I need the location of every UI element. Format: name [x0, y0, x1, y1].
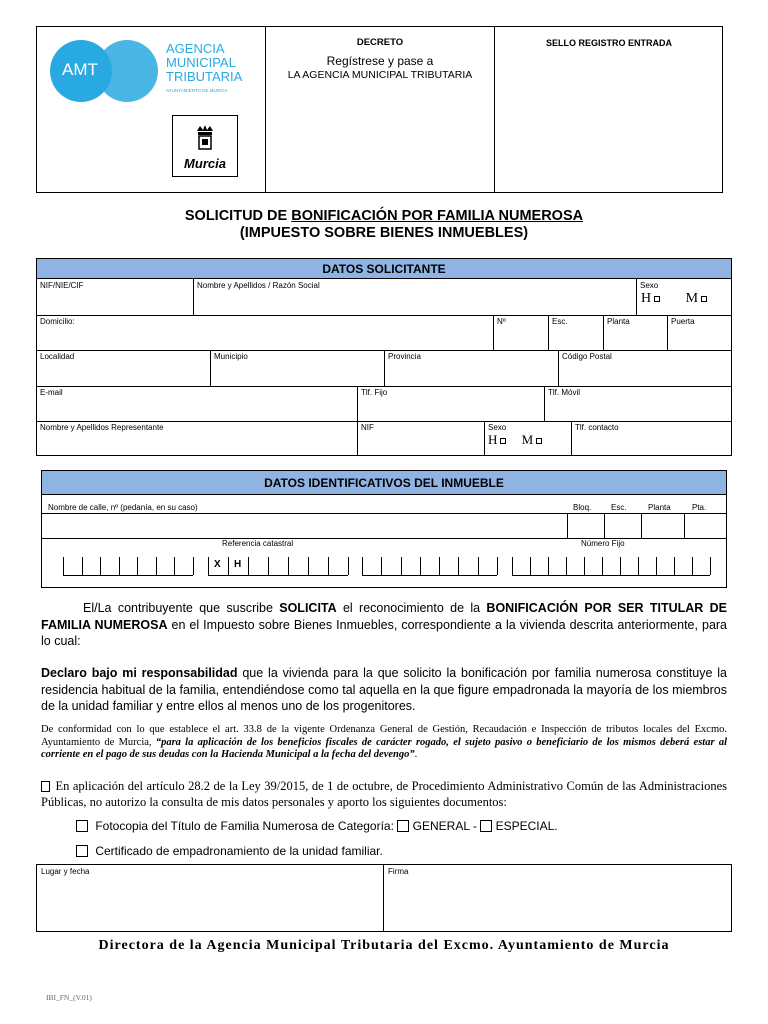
logo-sub: AYUNTAMIENTO DE MURCIA: [166, 88, 228, 93]
directora-line: Directora de la Agencia Municipal Tributaria del Excmo. Ayuntamiento de Murcia: [98, 938, 670, 953]
firma-field[interactable]: Firma: [388, 867, 409, 876]
domicilio-field[interactable]: Domicilio:: [40, 317, 75, 326]
general-checkbox[interactable]: [397, 820, 409, 832]
signature-divider: [383, 864, 384, 932]
ref-cell-tick: [348, 557, 349, 575]
header-divider-2: [494, 26, 495, 193]
ref-cell-tick: [119, 557, 120, 575]
ref-h: H: [234, 559, 242, 570]
ref-cell-tick: [248, 557, 249, 575]
sol-r1-div1: [193, 279, 194, 315]
ref-x: X: [214, 559, 221, 570]
general-label: GENERAL: [412, 819, 470, 833]
ref-cell-tick: [193, 557, 194, 575]
p1-a: El/La contribuyente que suscribe: [83, 601, 280, 615]
header-divider-1: [265, 26, 266, 193]
localidad-field[interactable]: Localidad: [40, 352, 75, 361]
p1-d: BONIFICACIÓN POR SER TITULAR DE FAMILIA NUMEROSA: [41, 601, 727, 632]
sexo-h-label: H: [641, 291, 652, 306]
sexo-rep-m-label: M: [521, 432, 534, 447]
p1-c: el reconocimiento de la: [336, 601, 487, 615]
amt-logo: [50, 36, 260, 106]
dash-label: -: [472, 819, 477, 833]
especial-label: ESPECIAL.: [495, 819, 558, 833]
sexo-m-label: M: [685, 291, 699, 306]
p3-a: De conformidad con lo que establece el art. 33.8 de la vigente Ordenanza General de Gestión, Recaudación e Inspección de tributos locales del Excmo. Ayuntamiento de Murcia,: [41, 724, 727, 748]
ref-cell-tick: [401, 557, 402, 575]
sexo-options: [641, 291, 707, 307]
ref-cell-tick: [208, 557, 209, 575]
lugar-fecha-field[interactable]: Lugar y fecha: [41, 867, 90, 876]
ref-catastral-label: Referencia catastral: [222, 539, 294, 548]
sol-r5-div3: [571, 421, 572, 456]
signature-box: [36, 864, 732, 932]
ref-cell-tick: [100, 557, 101, 575]
ref-cell-tick: [512, 557, 513, 575]
ref-cell-tick: [602, 557, 603, 575]
ref-cell-tick: [458, 557, 459, 575]
no-autorizo-checkbox[interactable]: [41, 781, 50, 792]
sexo-m-checkbox[interactable]: [701, 296, 707, 302]
ref-cell-tick: [420, 557, 421, 575]
logo-line-2: MUNICIPAL: [166, 55, 236, 70]
ref-cell-tick: [362, 557, 363, 575]
ref-cell-tick: [497, 557, 498, 575]
doc-titulo-checkbox[interactable]: [76, 820, 88, 832]
ref-cell-tick: [620, 557, 621, 575]
doc-certificado-label: Certificado de empadronamiento de la unidad familiar.: [95, 844, 383, 858]
decreto-line-1: Regístrese y pase a: [326, 54, 434, 68]
p3-c: .: [414, 749, 418, 760]
decreto-title: DECRETO: [356, 37, 404, 48]
tlf-movil-field[interactable]: Tlf. Móvil: [548, 388, 580, 397]
provincia-field[interactable]: Provincia: [388, 352, 421, 361]
ref-cell-tick: [710, 557, 711, 575]
ref-cell-tick: [268, 557, 269, 575]
sol-r4-div1: [357, 386, 358, 421]
ref-cell-tick: [174, 557, 175, 575]
sexo-rep-h-checkbox[interactable]: [500, 438, 506, 444]
sexo-label: Sexo: [640, 281, 659, 290]
ref-cell-tick: [439, 557, 440, 575]
sol-r2-div2: [548, 315, 549, 350]
sol-row-1-line: [36, 315, 732, 316]
p1-b: SOLICITA: [279, 601, 337, 615]
sol-r1-div2: [636, 279, 637, 315]
sol-r2-div1: [493, 315, 494, 350]
inm-div2: [604, 513, 605, 538]
title-underlined: BONIFICACIÓN POR FAMILIA NUMEROSA: [291, 208, 584, 224]
doc-titulo-label: Fotocopia del Título de Familia Numerosa de Categoría:: [95, 819, 394, 833]
tlf-contacto-field[interactable]: Tlf. contacto: [575, 423, 619, 432]
nif-representante-field[interactable]: NIF: [361, 423, 374, 432]
planta-label-inm: Planta: [648, 503, 671, 512]
sol-row-4-line: [36, 421, 732, 422]
codigo-postal-field[interactable]: Código Postal: [562, 352, 612, 361]
ref-cell-tick: [656, 557, 657, 575]
inmueble-heading: DATOS IDENTIFICATIVOS DEL INMUEBLE: [41, 470, 727, 495]
sol-r5-div1: [357, 421, 358, 456]
calle-label: Nombre de calle, nº (pedanía, en su caso): [48, 503, 198, 512]
murcia-label: Murcia: [184, 156, 226, 171]
sol-r3-div2: [384, 350, 385, 386]
pta-label: Pta.: [692, 503, 707, 512]
solicitante-heading: DATOS SOLICITANTE: [36, 258, 732, 279]
inm-div4: [684, 513, 685, 538]
sexo-rep-m-checkbox[interactable]: [536, 438, 542, 444]
sol-row-3-line: [36, 386, 732, 387]
ref-cell-tick: [63, 557, 64, 575]
ref-cell-tick: [548, 557, 549, 575]
ref-cell-tick: [328, 557, 329, 575]
form-subtitle: (IMPUESTO SOBRE BIENES INMUEBLES): [239, 225, 529, 241]
murcia-crest: [172, 115, 238, 177]
ref-cell-tick: [638, 557, 639, 575]
ref-cell-tick: [82, 557, 83, 575]
paragraph-declaro: [41, 665, 727, 715]
numero-field[interactable]: Nº: [497, 317, 506, 326]
ref-cell-tick: [692, 557, 693, 575]
sexo-rep-h-label: H: [488, 432, 498, 447]
sexo-rep-label: Sexo: [488, 423, 507, 432]
form-title: [0, 207, 768, 225]
inm-div3: [641, 513, 642, 538]
p3-b: “para la aplicación de los beneficios fiscales de carácter rogado, el sujeto pasivo o beneficiario de los mismos deberá estar al corriente en el pago de sus deudas con la Hacienda Municipal a la fecha del devengo”: [41, 736, 727, 760]
ref-cell-tick: [584, 557, 585, 575]
logo-abbrev: AMT: [62, 60, 98, 79]
p2-b: que la vivienda para la que solicito la bonificación por familia numerosa constituye la residencia habitual de la familia, entendiéndose como tal aquella en la que figure empadronada la mayoría de los miembros de la unidad familiar y entre ellos al menos uno de los progenitores.: [41, 666, 728, 713]
inm-div1: [567, 513, 568, 538]
paragraph-ley: [41, 778, 727, 810]
planta-field[interactable]: Planta: [607, 317, 630, 326]
ref-cell-tick: [308, 557, 309, 575]
doc-certificado-checkbox[interactable]: [76, 845, 88, 857]
ref-base-1: [63, 575, 193, 576]
ref-base-3: [362, 575, 497, 576]
sello-title: SELLO REGISTRO ENTRADA: [545, 38, 672, 48]
p2-a: Declaro bajo mi responsabilidad: [41, 666, 238, 680]
doc-titulo-row: [76, 819, 558, 833]
ref-base-2: [208, 575, 348, 576]
sol-r5-div2: [484, 421, 485, 456]
ref-cell-tick: [381, 557, 382, 575]
sexo-h-checkbox[interactable]: [654, 296, 660, 302]
sol-r2-div4: [667, 315, 668, 350]
sexo-rep-options: [488, 432, 542, 448]
email-field[interactable]: E-mail: [40, 388, 63, 397]
title-prefix: SOLICITUD DE: [184, 208, 292, 224]
ref-cell-tick: [137, 557, 138, 575]
numero-fijo-label: Número Fijo: [581, 539, 625, 548]
sol-r4-div2: [544, 386, 545, 421]
decreto-line-2: LA AGENCIA MUNICIPAL TRIBUTARIA: [287, 69, 473, 81]
tlf-fijo-field[interactable]: Tlf. Fijo: [361, 388, 388, 397]
esc-label-inm: Esc.: [611, 503, 627, 512]
ref-cell-tick: [288, 557, 289, 575]
sol-r2-div3: [603, 315, 604, 350]
logo-line-3: TRIBUTARIA: [166, 69, 243, 84]
paragraph-solicita: [41, 600, 727, 650]
bloq-label: Bloq.: [573, 503, 592, 512]
form-code: IBI_FN_(V.01): [46, 993, 92, 1002]
esc-field[interactable]: Esc.: [552, 317, 568, 326]
ref-cell-tick: [674, 557, 675, 575]
ref-base-4: [512, 575, 710, 576]
sol-r3-div1: [210, 350, 211, 386]
ref-cell-tick: [478, 557, 479, 575]
logo-circle-right: [96, 40, 158, 102]
doc-certificado-row: [76, 844, 383, 858]
ref-cell-tick: [156, 557, 157, 575]
p1-e: en el Impuesto sobre Bienes Inmuebles, correspondiente a la vivienda descrita anteriormente, para lo cual:: [41, 617, 728, 648]
municipio-field[interactable]: Municipio: [214, 352, 248, 361]
crown-icon: [190, 122, 220, 152]
sol-r3-div3: [558, 350, 559, 386]
nif-field[interactable]: NIF/NIE/CIF: [40, 281, 84, 290]
ref-cell-tick: [566, 557, 567, 575]
paragraph-conformidad: [41, 724, 727, 762]
nombre-field[interactable]: Nombre y Apellidos / Razón Social: [197, 281, 320, 290]
calle-input[interactable]: [41, 514, 567, 538]
representante-field[interactable]: Nombre y Apellidos Representante: [40, 423, 164, 432]
p4: En aplicación del artículo 28.2 de la Ley 39/2015, de 1 de octubre, de Procedimiento Administrativo Común de las Administraciones Públicas, no autorizo la consulta de mis datos personales y aporto los siguientes documentos:: [41, 779, 727, 809]
ref-cell-tick: [530, 557, 531, 575]
especial-checkbox[interactable]: [480, 820, 492, 832]
puerta-field[interactable]: Puerta: [671, 317, 695, 326]
ref-cell-tick: [228, 557, 229, 575]
logo-line-1: AGENCIA: [166, 41, 225, 56]
